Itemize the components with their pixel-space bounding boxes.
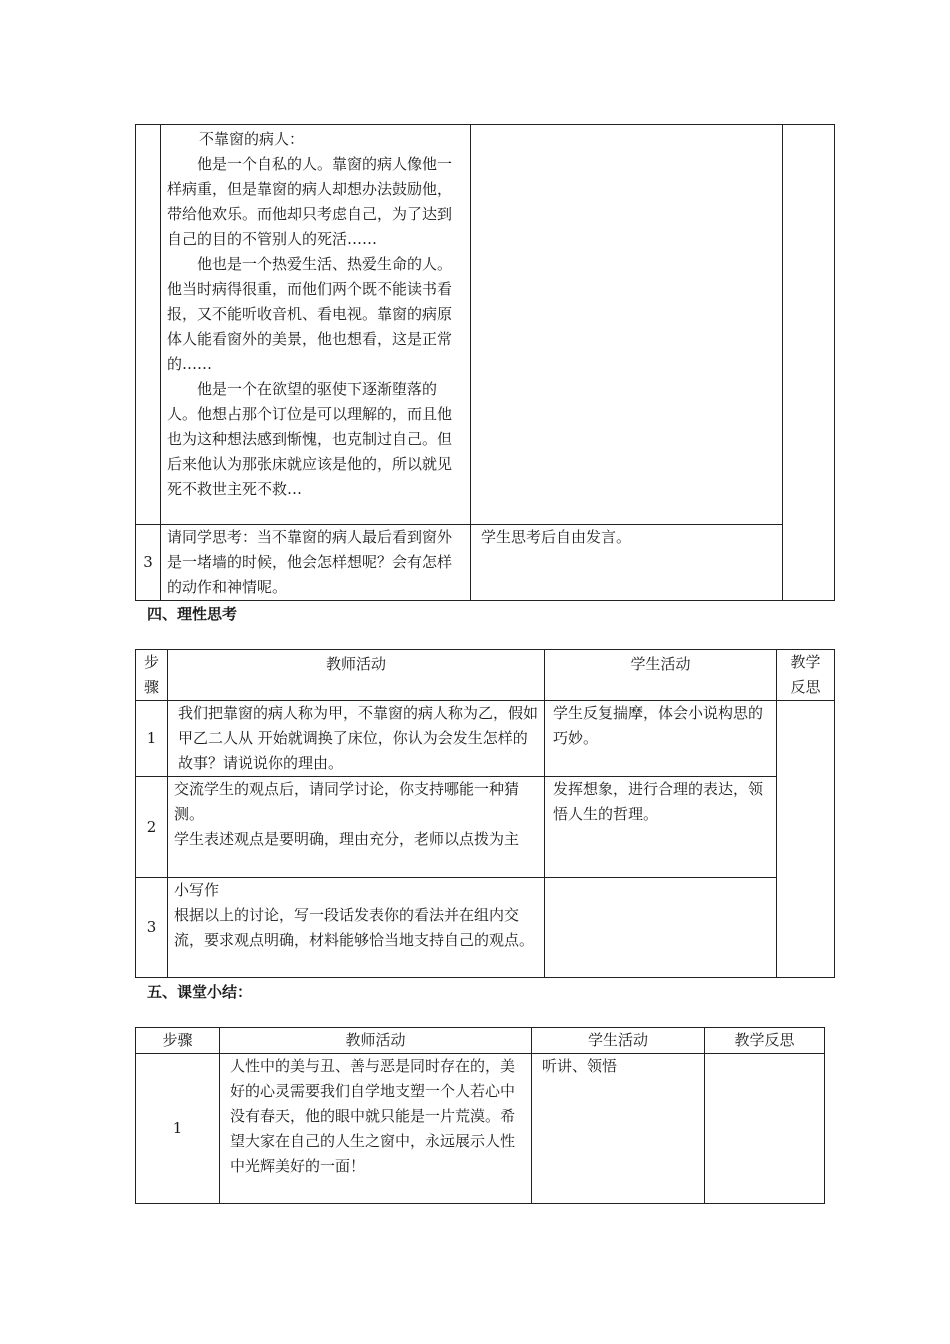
paragraph: 不靠窗的病人： (199, 130, 305, 148)
teacher-activity-cell (161, 125, 471, 525)
step-number: 3 (136, 525, 161, 601)
table-header-row (136, 650, 835, 701)
student-activity-cell (471, 125, 783, 525)
step-number: 3 (136, 878, 168, 978)
header-step: 步骤 (136, 650, 168, 701)
table-header-row (136, 1028, 825, 1054)
header-student: 学生活动 (545, 650, 777, 701)
paragraph: 学生表述观点是要明确，理由充分，老师以点拨为主 (174, 830, 520, 848)
table-summary (135, 1027, 825, 1204)
teacher-activity-cell: 请同学思考：当不靠窗的病人最后看到窗外是一堵墙的时候，他会怎样想呢？会有怎样的动作和神情呢。 (161, 525, 471, 601)
paragraph: 他是一个在欲望的驱使下逐渐堕落的人。他想占那个订位是可以理解的，而且他也为这种想法感到惭愧，也克制过自己。但后来他认为那张床就应该是他的，所以就见死不救世主死不救… (167, 380, 453, 498)
student-activity-cell: 学生思考后自由发言。 (471, 525, 783, 601)
step-cell (136, 125, 161, 525)
reflection-cell (783, 125, 835, 601)
teacher-activity-cell: 人性中的美与丑、善与恶是同时存在的，美好的心灵需要我们自学地支塑一个人若心中没有春天，他的眼中就只能是一片荒漠。希望大家在自己的人生之窗中，永远展示人性中光辉美好的一面！ (220, 1054, 532, 1204)
teacher-activity-cell (168, 878, 545, 978)
step-number: 1 (136, 1054, 220, 1204)
table-row (136, 701, 835, 777)
step-number: 1 (136, 701, 168, 777)
header-teacher: 教师活动 (168, 650, 545, 701)
header-step: 步骤 (136, 1028, 220, 1054)
reflection-cell (777, 701, 835, 978)
table-rational-thinking (135, 649, 835, 978)
section-heading-rational-thinking: 四、理性思考 (147, 605, 238, 623)
paragraph: 他也是一个热爱生活、热爱生命的人。他当时病得很重，而他们两个既不能读书看报，又不能听收音机、看电视。靠窗的病原体人能看窗外的美景，他也想看，这是正常的…… (167, 255, 453, 373)
header-reflection: 教学反思 (705, 1028, 825, 1054)
paragraph: 他是一个自私的人。靠窗的病人像他一样病重，但是靠窗的病人却想办法鼓励他，带给他欢乐。而他却只考虑自己，为了达到自己的目的不管别人的死活…… (167, 155, 453, 248)
student-activity-cell: 学生反复揣摩，体会小说构思的巧妙。 (545, 701, 777, 777)
header-reflection: 教学反思 (777, 650, 835, 701)
teacher-activity-cell (168, 777, 545, 878)
reflection-cell (705, 1054, 825, 1204)
table-row (136, 878, 835, 978)
section-heading-summary: 五、课堂小结： (147, 983, 253, 1001)
teacher-activity-cell: 我们把靠窗的病人称为甲，不靠窗的病人称为乙，假如甲乙二人从 开始就调换了床位，你认为会发生怎样的故事？请说说你的理由。 (168, 701, 545, 777)
step-number: 2 (136, 777, 168, 878)
header-student: 学生活动 (532, 1028, 705, 1054)
paragraph: 根据以上的讨论，写一段话发表你的看法并在组内交流，要求观点明确，材料能够恰当地支持自己的观点。 (174, 906, 535, 949)
paragraph: 小写作 (174, 881, 220, 899)
paragraph: 交流学生的观点后，请同学讨论，你支持哪能一种猜测。 (174, 780, 520, 823)
student-activity-cell: 听讲、领悟 (532, 1054, 705, 1204)
student-activity-cell: 发挥想象，进行合理的表达，领悟人生的哲理。 (545, 777, 777, 878)
table-continued (135, 124, 835, 601)
header-teacher: 教师活动 (220, 1028, 532, 1054)
table-row (136, 525, 835, 601)
student-activity-cell (545, 878, 777, 978)
table-row (136, 125, 835, 525)
table-row (136, 1054, 825, 1204)
table-row (136, 777, 835, 878)
